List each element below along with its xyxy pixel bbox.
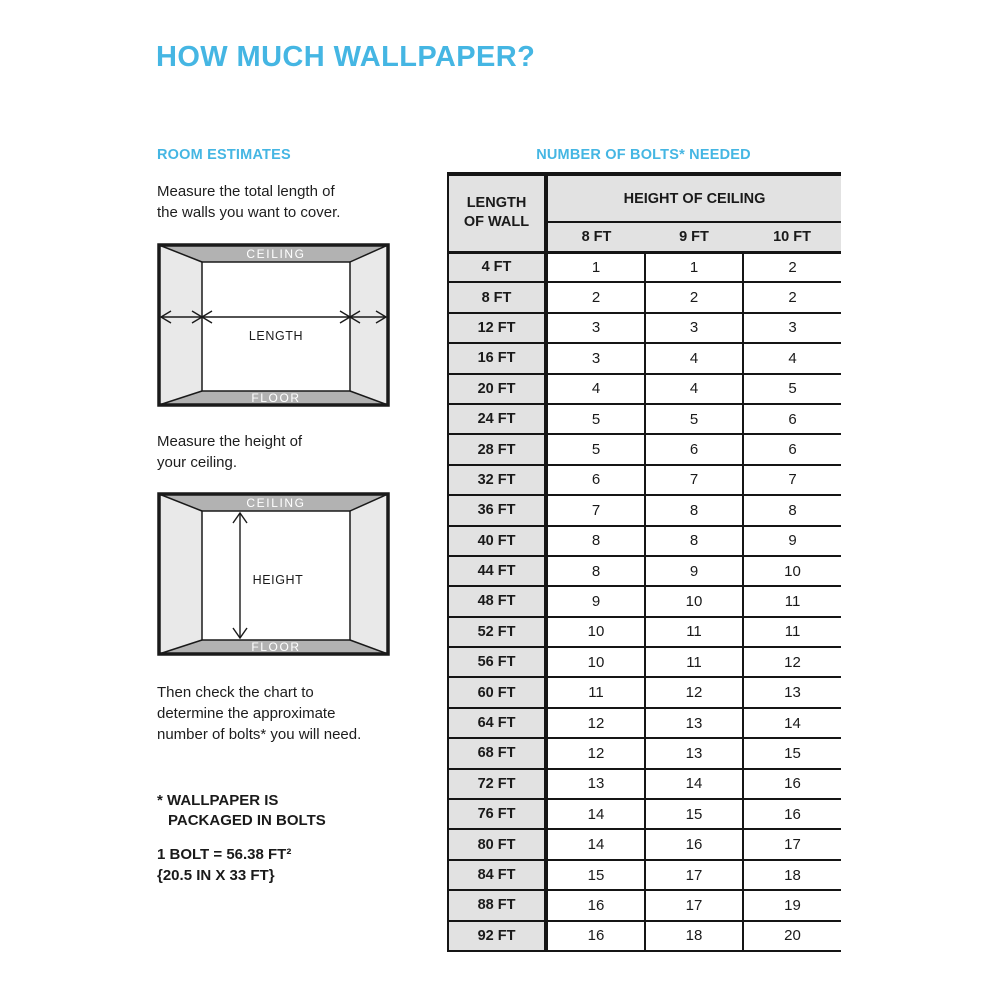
bolt-count-cell: 8 (546, 556, 645, 586)
floor-label: FLOOR (251, 391, 301, 405)
bolts-table-header (448, 174, 841, 252)
wall-length-cell: 60 FT (448, 677, 546, 707)
wallpaper-bolts-footnote (157, 791, 326, 830)
instruction-step2 (157, 431, 302, 473)
bolt-count-cell: 4 (546, 374, 645, 404)
bolt-count-cell: 14 (645, 769, 743, 799)
bolt-count-cell: 10 (645, 586, 743, 616)
bolt-count-cell: 3 (546, 343, 645, 373)
bolt-count-cell: 16 (546, 890, 645, 920)
wall-length-cell: 16 FT (448, 343, 546, 373)
footnote-line: * WALLPAPER IS (157, 792, 279, 809)
ceiling-8ft-header: 8 FT (546, 222, 645, 252)
wall-length-cell: 8 FT (448, 282, 546, 312)
room-estimates-heading: ROOM ESTIMATES (157, 147, 291, 163)
bolts-table-body (448, 252, 841, 951)
instruction-line: Measure the total length of (157, 183, 335, 200)
table-row (448, 647, 841, 677)
table-row (448, 708, 841, 738)
header-line: LENGTH (466, 195, 527, 212)
bolt-count-cell: 1 (645, 252, 743, 282)
bolt-count-cell: 8 (645, 526, 743, 556)
table-row (448, 829, 841, 859)
wall-length-cell: 32 FT (448, 465, 546, 495)
table-row (448, 586, 841, 616)
bolt-count-cell: 2 (743, 282, 841, 312)
wall-length-cell: 72 FT (448, 769, 546, 799)
instruction-line: Measure the height of (157, 433, 303, 450)
bolt-count-cell: 5 (645, 404, 743, 434)
bolt-count-cell: 10 (546, 647, 645, 677)
instruction-line: determine the approximate (157, 705, 336, 722)
bolt-count-cell: 12 (645, 677, 743, 707)
bolt-count-cell: 9 (743, 526, 841, 556)
table-row (448, 738, 841, 768)
bolt-count-cell: 16 (743, 799, 841, 829)
bolt-count-cell: 12 (743, 647, 841, 677)
table-row (448, 343, 841, 373)
right-wall-face (350, 245, 388, 405)
instruction-line: number of bolts* you will need. (157, 726, 362, 743)
bolt-count-cell: 16 (743, 769, 841, 799)
height-label: HEIGHT (252, 573, 304, 587)
bolt-count-cell: 2 (546, 282, 645, 312)
bolt-count-cell: 16 (546, 921, 645, 951)
wall-length-cell: 68 FT (448, 738, 546, 768)
table-row (448, 404, 841, 434)
bolt-count-cell: 6 (743, 404, 841, 434)
bolts-needed-heading: NUMBER OF BOLTS* NEEDED (536, 147, 751, 163)
wall-length-cell: 76 FT (448, 799, 546, 829)
bolt-count-cell: 12 (546, 708, 645, 738)
header-line: OF WALL (463, 214, 530, 231)
instruction-step1 (157, 181, 340, 223)
length-label: LENGTH (248, 329, 304, 343)
table-row (448, 374, 841, 404)
bolt-count-cell: 3 (546, 313, 645, 343)
table-row (448, 921, 841, 951)
instruction-line: the walls you want to cover. (157, 204, 341, 221)
table-row (448, 313, 841, 343)
wall-length-cell: 4 FT (448, 252, 546, 282)
wall-length-cell: 88 FT (448, 890, 546, 920)
table-row (448, 434, 841, 464)
bolt-count-cell: 7 (743, 465, 841, 495)
bolts-table (447, 172, 841, 952)
bolt-count-cell: 11 (743, 617, 841, 647)
room-length-diagram (157, 243, 390, 407)
table-row (448, 526, 841, 556)
bolt-count-cell: 10 (743, 556, 841, 586)
bolt-size-info (157, 845, 291, 886)
wall-length-cell: 52 FT (448, 617, 546, 647)
footnote-line: PACKAGED IN BOLTS (168, 811, 326, 829)
right-wall-face (350, 494, 388, 654)
bolt-count-cell: 17 (645, 890, 743, 920)
table-row (448, 465, 841, 495)
table-row (448, 495, 841, 525)
bolt-count-cell: 20 (743, 921, 841, 951)
instruction-line: Then check the chart to (157, 684, 314, 701)
bolt-count-cell: 18 (743, 860, 841, 890)
height-of-ceiling-header: HEIGHT OF CEILING (546, 174, 841, 222)
table-row (448, 282, 841, 312)
page-title: HOW MUCH WALLPAPER? (156, 41, 536, 73)
floor-label: FLOOR (251, 640, 301, 654)
wall-length-cell: 24 FT (448, 404, 546, 434)
table-row (448, 799, 841, 829)
left-wall-face (159, 494, 202, 654)
table-row (448, 890, 841, 920)
instruction-step3 (157, 682, 361, 745)
bolt-count-cell: 11 (645, 617, 743, 647)
bolt-count-cell: 6 (645, 434, 743, 464)
bolt-count-cell: 4 (743, 343, 841, 373)
instruction-line: your ceiling. (157, 454, 238, 471)
bolt-count-cell: 19 (743, 890, 841, 920)
bolt-count-cell: 17 (743, 829, 841, 859)
wall-length-cell: 64 FT (448, 708, 546, 738)
bolt-count-cell: 6 (546, 465, 645, 495)
table-row (448, 677, 841, 707)
ceiling-9ft-header: 9 FT (645, 222, 743, 252)
bolt-info-line: {20.5 IN X 33 FT} (157, 866, 275, 884)
bolt-count-cell: 3 (743, 313, 841, 343)
wall-length-cell: 80 FT (448, 829, 546, 859)
bolt-count-cell: 15 (546, 860, 645, 890)
bolt-count-cell: 5 (546, 434, 645, 464)
bolt-count-cell: 4 (645, 343, 743, 373)
bolt-count-cell: 8 (645, 495, 743, 525)
bolt-count-cell: 9 (645, 556, 743, 586)
bolt-count-cell: 8 (743, 495, 841, 525)
bolt-count-cell: 5 (743, 374, 841, 404)
wall-length-cell: 48 FT (448, 586, 546, 616)
bolt-count-cell: 13 (645, 708, 743, 738)
bolt-info-line: 1 BOLT = 56.38 FT² (157, 846, 292, 863)
bolt-count-cell: 3 (645, 313, 743, 343)
bolt-count-cell: 4 (645, 374, 743, 404)
table-row (448, 556, 841, 586)
bolt-count-cell: 16 (645, 829, 743, 859)
bolt-count-cell: 2 (743, 252, 841, 282)
bolt-count-cell: 15 (743, 738, 841, 768)
bolt-count-cell: 14 (546, 829, 645, 859)
wall-length-cell: 84 FT (448, 860, 546, 890)
bolt-count-cell: 8 (546, 526, 645, 556)
bolt-count-cell: 15 (645, 799, 743, 829)
bolt-count-cell: 10 (546, 617, 645, 647)
bolt-count-cell: 5 (546, 404, 645, 434)
bolt-count-cell: 14 (743, 708, 841, 738)
bolt-count-cell: 6 (743, 434, 841, 464)
table-row (448, 769, 841, 799)
bolt-count-cell: 9 (546, 586, 645, 616)
ceiling-10ft-header: 10 FT (743, 222, 841, 252)
ceiling-label: CEILING (246, 496, 306, 510)
wall-length-cell: 20 FT (448, 374, 546, 404)
length-of-wall-header (448, 174, 546, 252)
wall-length-cell: 40 FT (448, 526, 546, 556)
bolt-count-cell: 2 (645, 282, 743, 312)
left-wall-face (159, 245, 202, 405)
wall-length-cell: 56 FT (448, 647, 546, 677)
bolt-count-cell: 11 (546, 677, 645, 707)
wall-length-cell: 12 FT (448, 313, 546, 343)
bolt-count-cell: 18 (645, 921, 743, 951)
bolt-count-cell: 11 (743, 586, 841, 616)
table-row (448, 252, 841, 282)
bolt-count-cell: 12 (546, 738, 645, 768)
bolt-count-cell: 7 (546, 495, 645, 525)
bolt-count-cell: 13 (743, 677, 841, 707)
wall-length-cell: 36 FT (448, 495, 546, 525)
wall-length-cell: 92 FT (448, 921, 546, 951)
wall-length-cell: 28 FT (448, 434, 546, 464)
table-row (448, 860, 841, 890)
bolt-count-cell: 17 (645, 860, 743, 890)
room-height-diagram (157, 492, 390, 656)
wall-length-cell: 44 FT (448, 556, 546, 586)
ceiling-label: CEILING (246, 247, 306, 261)
table-row (448, 617, 841, 647)
bolt-count-cell: 7 (645, 465, 743, 495)
back-wall-face (202, 262, 350, 391)
bolt-count-cell: 14 (546, 799, 645, 829)
bolt-count-cell: 13 (645, 738, 743, 768)
bolt-count-cell: 1 (546, 252, 645, 282)
bolt-count-cell: 11 (645, 647, 743, 677)
bolt-count-cell: 13 (546, 769, 645, 799)
